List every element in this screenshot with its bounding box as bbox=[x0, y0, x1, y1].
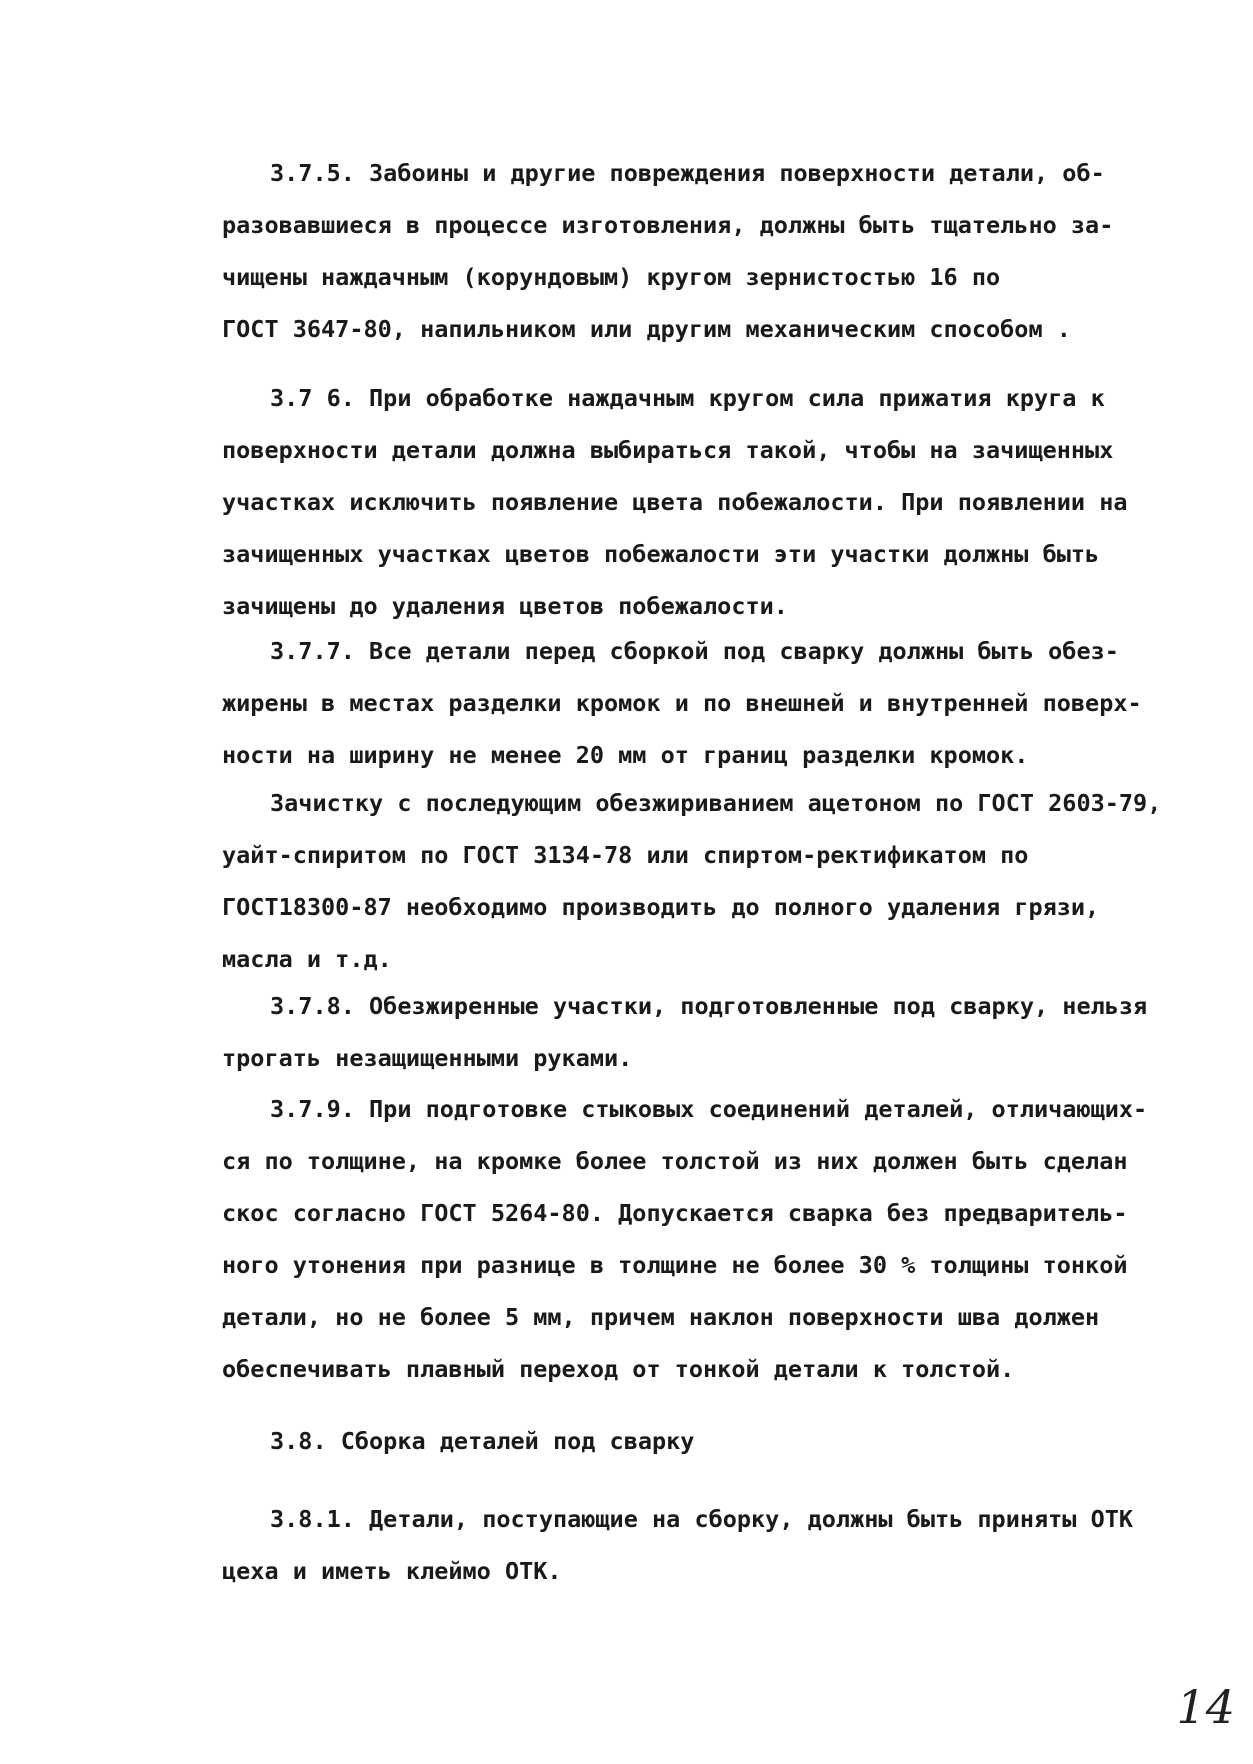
text-line: Зачистку с последующим обезжириванием ацетоном по ГОСТ 2603-79, bbox=[270, 789, 1162, 817]
text-line: 3.7.5. Забоины и другие повреждения поверхности детали, об- bbox=[270, 159, 1105, 187]
text-line: поверхности детали должна выбираться такой, чтобы на зачищенных bbox=[222, 436, 1114, 464]
section-heading: 3.8. Сборка деталей под сварку bbox=[270, 1427, 695, 1455]
text-line: 3.8.1. Детали, поступающие на сборку, должны быть приняты ОТК bbox=[270, 1505, 1134, 1533]
paragraph-3-7-8 bbox=[222, 980, 1232, 1084]
text-line: 3.7.7. Все детали перед сборкой под сварку должны быть обез- bbox=[270, 637, 1119, 665]
text-line: 3.7.8. Обезжиренные участки, подготовленные под сварку, нельзя bbox=[270, 992, 1148, 1020]
text-line: трогать незащищенными руками. bbox=[222, 1044, 633, 1072]
paragraph-3-8-1 bbox=[222, 1493, 1232, 1597]
text-line: масла и т.д. bbox=[222, 945, 392, 973]
text-line: зачищены до удаления цветов побежалости. bbox=[222, 592, 788, 620]
text-line: разовавшиеся в процессе изготовления, должны быть тщательно за- bbox=[222, 211, 1114, 239]
text-line: цеха и иметь клеймо ОТК. bbox=[222, 1557, 562, 1585]
paragraph-3-7-7-cleaning bbox=[222, 777, 1232, 985]
paragraph-3-7-6 bbox=[222, 372, 1232, 632]
paragraph-3-7-9 bbox=[222, 1083, 1232, 1395]
text-line: детали, но не более 5 мм, причем наклон поверхности шва должен bbox=[222, 1303, 1100, 1331]
paragraph-3-7-5 bbox=[222, 147, 1232, 355]
text-line: обеспечивать плавный переход от тонкой детали к толстой. bbox=[222, 1355, 1015, 1383]
text-line: 3.7 6. При обработке наждачным кругом сила прижатия круга к bbox=[270, 384, 1105, 412]
text-line: жирены в местах разделки кромок и по внешней и внутренней поверх- bbox=[222, 689, 1142, 717]
text-line: ности на ширину не менее 20 мм от границ разделки кромок. bbox=[222, 741, 1029, 769]
text-line: скос согласно ГОСТ 5264-80. Допускается сварка без предваритель- bbox=[222, 1199, 1128, 1227]
text-line: уайт-спиритом по ГОСТ 3134-78 или спиртом-ректификатом по bbox=[222, 841, 1029, 869]
text-line: зачищенных участках цветов побежалости эти участки должны быть bbox=[222, 540, 1100, 568]
paragraph-3-7-7 bbox=[222, 625, 1232, 781]
page-number: 14 bbox=[1176, 1680, 1235, 1734]
text-line: ГОСТ 3647-80, напильником или другим механическим способом . bbox=[222, 315, 1071, 343]
text-line: ного утонения при разнице в толщине не более 30 % толщины тонкой bbox=[222, 1251, 1128, 1279]
text-line: чищены наждачным (корундовым) кругом зернистостью 16 по bbox=[222, 263, 1001, 291]
text-line: 3.7.9. При подготовке стыковых соединений деталей, отличающих- bbox=[270, 1095, 1148, 1123]
section-heading-3-8 bbox=[222, 1415, 1232, 1467]
text-line: участках исключить появление цвета побежалости. При появлении на bbox=[222, 488, 1128, 516]
text-line: ГОСТ18300-87 необходимо производить до полного удаления грязи, bbox=[222, 893, 1100, 921]
text-line: ся по толщине, на кромке более толстой из них должен быть сделан bbox=[222, 1147, 1128, 1175]
